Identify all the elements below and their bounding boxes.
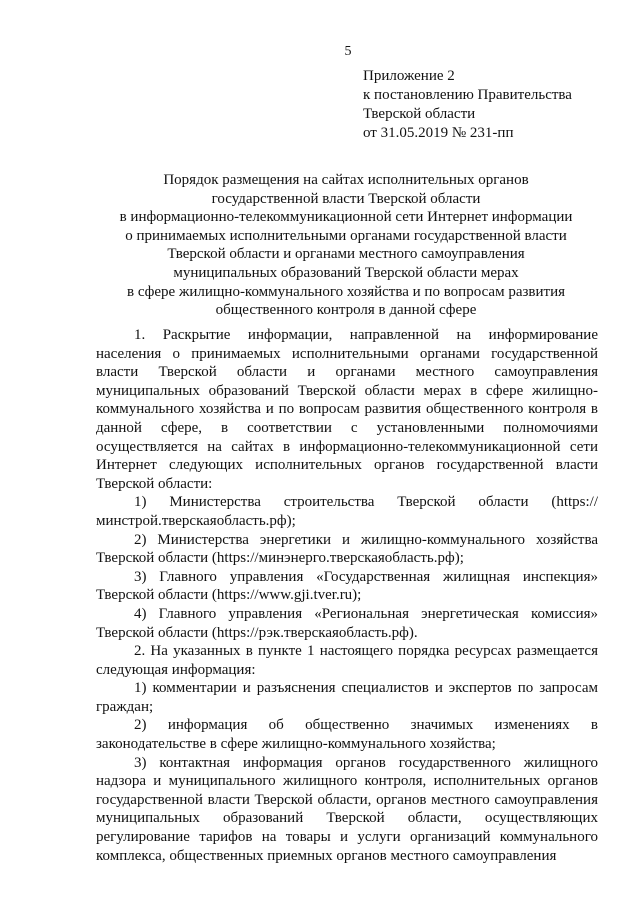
appendix-line: к постановлению Правительства xyxy=(363,87,572,103)
appendix-line: Тверской области xyxy=(363,106,476,122)
paragraph-1: 1. Раскрытие информации, направленной на информирование населения о принимаемых исполнительными органами государственной власти Тверской области и органами местного самоуправления муниципальных образований Тверской области мерах в сфере жилищно-коммунального хозяйства и по вопросам развития общественного контроля в данной сфере, в соответствии с установленными полномочиями осуществляется на сайтах в информационно-телекоммуникационной сети Интернет следующих исполнительных органов государственной власти Тверской области: xyxy=(96,327,598,492)
appendix-header xyxy=(363,67,572,143)
document-title xyxy=(96,171,596,320)
title-line: Тверской области и органами местного самоуправления xyxy=(167,246,525,263)
list-item: 1) комментарии и разъяснения специалистов и экспертов по запросам граждан; xyxy=(96,680,598,715)
title-line: государственной власти Тверской области xyxy=(211,190,481,207)
appendix-line: от 31.05.2019 № 231-пп xyxy=(363,125,514,141)
list-item: 2) Министерства энергетики и жилищно-коммунального хозяйства Тверской области (https://минэнерго.тверскаяобласть.рф); xyxy=(96,531,598,567)
paragraph-2: 2. На указанных в пункте 1 настоящего порядка ресурсах размещается следующая информация: xyxy=(96,643,598,678)
page-number: 5 xyxy=(344,44,352,59)
document-body xyxy=(96,326,598,865)
list-item: 1) Министерства строительства Тверской области (https://минстрой.тверскаяобласть.рф); xyxy=(96,494,598,529)
title-line: в информационно-телекоммуникационной сети Интернет информации xyxy=(119,209,573,226)
appendix-line: Приложение 2 xyxy=(363,68,455,84)
list-item: 3) контактная информация органов государственного жилищного надзора и муниципального жилищного контроля, исполнительных органов государственной власти Тверской области, органов местного самоуправления муниципальных образований Тверской области, осуществляющих регулирование тарифов на товары и услуги организаций коммунального комплекса, общественных приемных органов местного самоуправления xyxy=(96,754,598,864)
list-item: 4) Главного управления «Региональная энергетическая комиссия» Тверской области (https://рэк.тверскаяобласть.рф). xyxy=(96,605,598,641)
list-item: 3) Главного управления «Государственная жилищная инспекция» Тверской области (https://www.gji.tver.ru); xyxy=(96,568,598,604)
list-item: 2) информация об общественно значимых изменениях в законодательстве в сфере жилищно-коммунального хозяйства; xyxy=(96,717,598,753)
title-line: в сфере жилищно-коммунального хозяйства и по вопросам развития xyxy=(127,283,565,300)
title-line: о принимаемых исполнительными органами государственной власти xyxy=(125,227,567,244)
title-line: муниципальных образований Тверской области мерах xyxy=(173,264,519,281)
title-line: Порядок размещения на сайтах исполнительных органов xyxy=(163,172,529,188)
title-line: общественного контроля в данной сфере xyxy=(215,302,477,319)
